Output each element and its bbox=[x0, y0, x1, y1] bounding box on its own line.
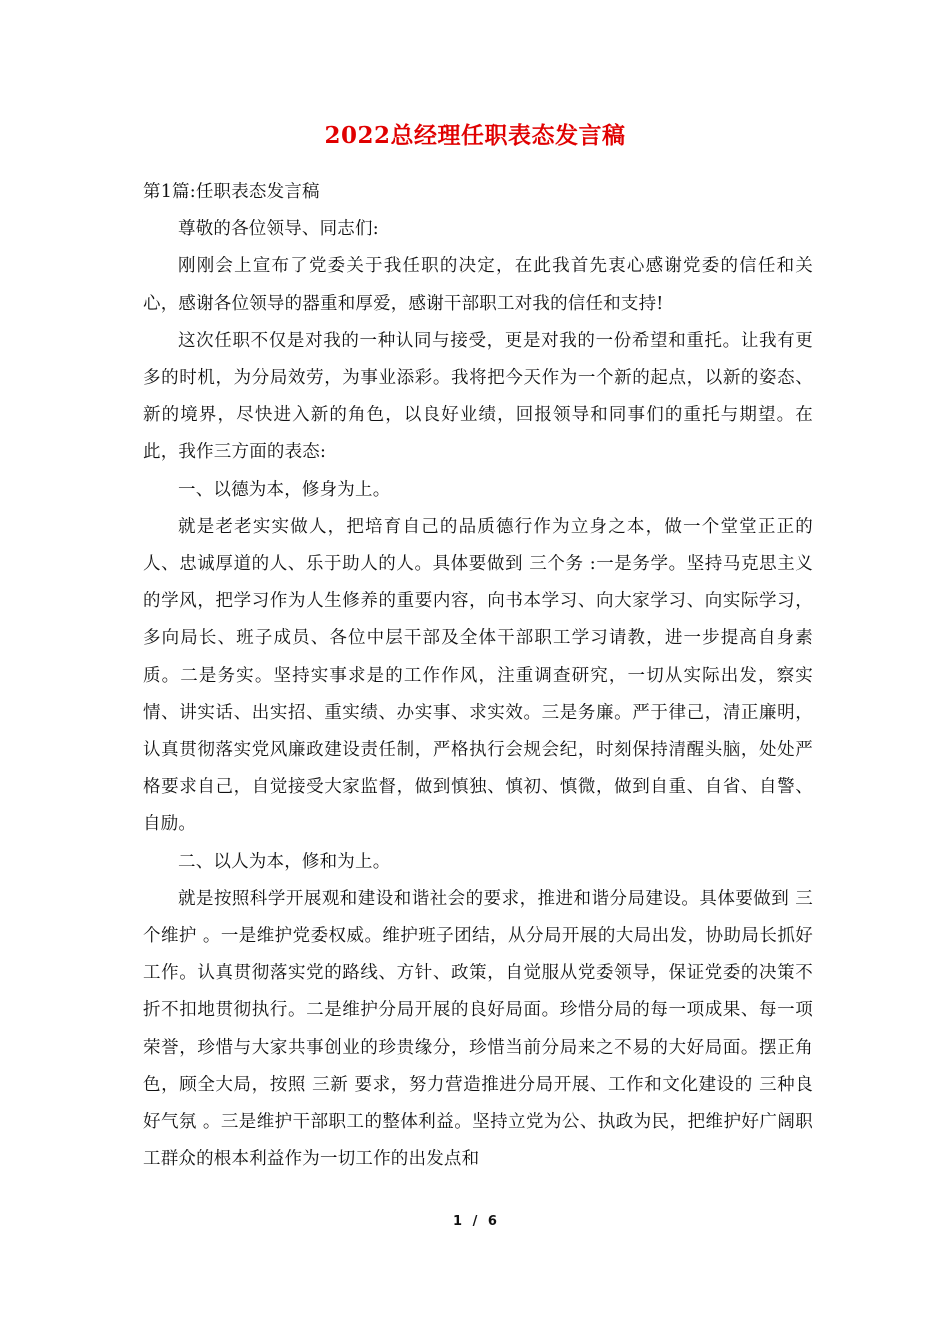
paragraph: 就是老老实实做人，把培育自己的品质德行作为立身之本，做一个堂堂正正的人、忠诚厚道的人、乐于助人的人。具体要做到 三个务 :一是务学。坚持马克思主义的学风，把学习作为人生修养的重要内容，向书本学习、向大家学习、向实际学习，多向局长、班子成员、各位中层干部及全体干部职工学习请教，进一步提高自身素质。二是务实。坚持实事求是的工作作风，注重调查研究，一切从实际出发，察实情、讲实话、出实招、重实绩、办实事、求实效。三是务廉。严于律己，清正廉明，认真贯彻落实党风廉政建设责任制，严格执行会规会纪，时刻保持清醒头脑，处处严格要求自己，自觉接受大家监督，做到慎独、慎初、慎微，做到自重、自省、自警、自励。 bbox=[143, 516, 813, 835]
page-total: 6 bbox=[487, 1214, 497, 1229]
paragraph: 这次任职不仅是对我的一种认同与接受，更是对我的一份希望和重托。让我有更多的时机，为分局效劳，为事业添彩。我将把今天作为一个新的起点，以新的姿态、新的境界，尽快进入新的角色，以良好业绩，回报领导和同事们的重托与期望。在此，我作三方面的表态: bbox=[143, 330, 813, 463]
page-separator: / bbox=[472, 1214, 478, 1229]
paragraph: 第1篇:任职表态发言稿 bbox=[143, 182, 320, 202]
paragraph: 刚刚会上宣布了党委关于我任职的决定，在此我首先衷心感谢党委的信任和关心，感谢各位领导的器重和厚爱，感谢干部职工对我的信任和支持! bbox=[143, 256, 813, 314]
paragraph: 一、以德为本，修身为上。 bbox=[178, 479, 391, 500]
paragraph: 就是按照科学开展观和建设和谐社会的要求，推进和谐分局建设。具体要做到 三个维护 。一是维护党委权威。维护班子团结，从分局开展的大局出发，协助局长抓好工作。认真贯彻落实党的路线、方针、政策，自觉服从党委领导，保证党委的决策不折不扣地贯彻执行。二是维护分局开展的良好局面。珍惜分局的每一项成果、每一项荣誉，珍惜与大家共事创业的珍贵缘分，珍惜当前分局来之不易的大好局面。摆正角色，顾全大局，按照 三新 要求，努力营造推进分局开展、工作和文化建设的 三种良好气氛 。三是维护干部职工的整体利益。坚持立党为公、执政为民，把维护好广阔职工群众的根本利益作为一切工作的出发点和 bbox=[143, 888, 813, 1170]
page-current: 1 bbox=[453, 1214, 463, 1229]
paragraph: 二、以人为本，修和为上。 bbox=[178, 851, 391, 872]
document-body bbox=[143, 174, 813, 1178]
page-number-footer bbox=[0, 1212, 950, 1232]
paragraph: 尊敬的各位领导、同志们: bbox=[178, 219, 379, 240]
document-title: 2022总经理任职表态发言稿 bbox=[324, 122, 626, 149]
